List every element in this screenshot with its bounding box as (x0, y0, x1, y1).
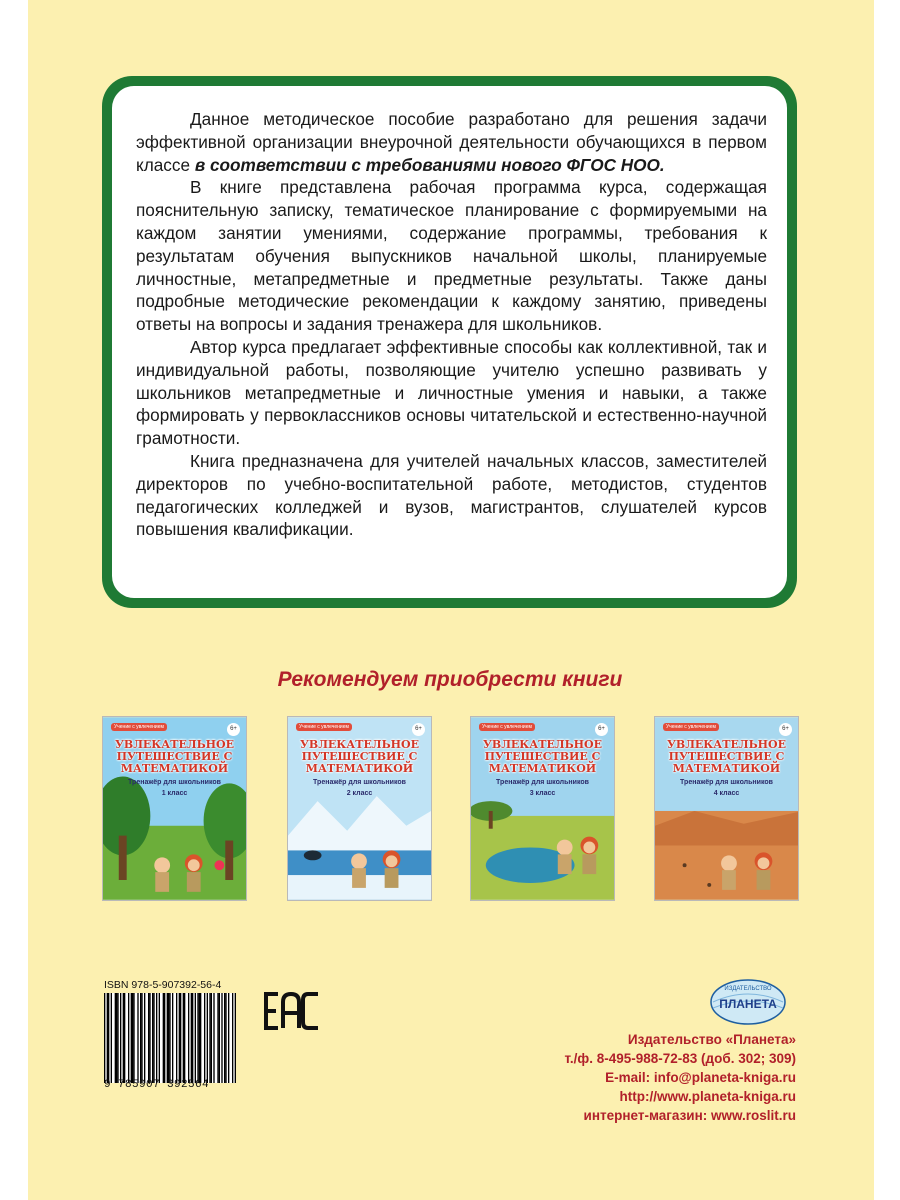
barcode-bar (176, 993, 177, 1083)
barcode-bar (141, 993, 142, 1083)
fgos-emphasis: в соответствии с требованиями нового ФГОС НОО. (194, 154, 665, 175)
book-cover-grade-2[interactable] (287, 716, 432, 901)
barcode-bar (224, 993, 225, 1083)
barcode-bar (132, 993, 133, 1083)
book-title: УВЛЕКАТЕЛЬНОЕ ПУТЕШЕСТВИЕ С МАТЕМАТИКОЙ (482, 738, 603, 775)
series-label: Учение с увлечением (111, 723, 167, 731)
barcode-bar (104, 993, 105, 1083)
book-grade: 4 класс (713, 790, 740, 797)
barcode-bar (149, 993, 150, 1083)
logo-top-text: ИЗДАТЕЛЬСТВО (724, 986, 772, 992)
barcode-bar (228, 993, 229, 1083)
barcode-bar (197, 993, 198, 1083)
barcode-bar (209, 993, 210, 1083)
planeta-logo-icon (707, 976, 789, 1026)
book-subtitle: Тренажёр для школьников (313, 779, 406, 786)
barcode-bar (156, 993, 157, 1083)
description-paragraph-2: В книге представлена рабочая программа курса, содержащая пояснительную записку, тематическое планирование с формируемыми на каждом занятии умениями, содержание программы, требования к результатам обучения выпускников начальной школы, планируемые личностные, метапредметные и предметные результаты. Также даны подробные методические рекомендации к каждому занятию, приведены ответы на вопросы и задания тренажера для школьников. (136, 177, 767, 335)
barcode-bar (168, 993, 169, 1083)
description-box (112, 86, 787, 598)
barcode-bar (219, 993, 220, 1083)
logo-name-text: ПЛАНЕТА (719, 997, 777, 1011)
barcode-bar (192, 993, 193, 1083)
barcode-bar (117, 993, 118, 1083)
book-grade: 3 класс (529, 790, 556, 797)
barcode-bar (140, 993, 141, 1083)
age-badge: 6+ (227, 723, 240, 736)
barcode-bar (211, 993, 212, 1083)
book-title: УВЛЕКАТЕЛЬНОЕ ПУТЕШЕСТВИЕ С МАТЕМАТИКОЙ (114, 738, 235, 775)
barcode-bar (137, 993, 138, 1083)
barcode-bar (213, 993, 214, 1083)
barcode-bar (180, 993, 181, 1083)
barcode-bar (144, 993, 145, 1083)
barcode-bar (217, 993, 218, 1083)
description-paragraph-3: Автор курса предлагает эффективные способы как коллективной, так и индивидуальной работы, позволяющие учителю успешно развивать у школьников метапредметные и личностные умения и навыки, а также формировать у первоклассников основы читательской и естественно-научной грамотности. (136, 336, 767, 449)
isbn-digits: 9 785907 392564 (104, 1079, 210, 1091)
barcode-bar (188, 993, 189, 1083)
barcode-bar (200, 993, 201, 1083)
publisher-shop[interactable]: интернет-магазин: www.roslit.ru (583, 1108, 796, 1123)
barcode-bar (108, 993, 109, 1083)
barcode-bar (199, 993, 200, 1083)
publisher-name: Издательство «Планета» (627, 1032, 796, 1047)
barcode-bar (116, 993, 117, 1083)
book-subtitle: Тренажёр для школьников (128, 779, 221, 786)
barcode-bar (169, 993, 170, 1083)
barcode-bar (204, 993, 205, 1083)
barcode-bar (123, 993, 124, 1083)
age-badge: 6+ (412, 723, 425, 736)
barcode-bar (163, 993, 164, 1083)
barcode-bar (153, 993, 154, 1083)
barcode-bar (164, 993, 165, 1083)
description-frame (102, 76, 797, 608)
description-paragraph-4: Книга предназначена для учителей начальных классов, заместителей директоров по учебно-воспитательной работе, методистов, студентов педагогических колледжей и вузов, магистрантов, слушателей курсов повышения квалификации. (136, 450, 767, 540)
book-title: УВЛЕКАТЕЛЬНОЕ ПУТЕШЕСТВИЕ С МАТЕМАТИКОЙ (666, 738, 787, 775)
publisher-email[interactable]: E-mail: info@planeta-kniga.ru (605, 1070, 796, 1085)
book-cover-grade-1[interactable] (102, 716, 247, 901)
recommend-heading: Рекомендуем приобрести книги (277, 668, 623, 691)
age-badge: 6+ (595, 723, 608, 736)
publisher-site[interactable]: http://www.planeta-kniga.ru (619, 1089, 796, 1104)
barcode-bar (131, 993, 132, 1083)
barcode-bar (124, 993, 125, 1083)
barcode-bar (111, 993, 112, 1083)
barcode-bar (115, 993, 116, 1083)
barcode-bar (207, 993, 208, 1083)
barcode-bar (107, 993, 108, 1083)
publisher-phone: т./ф. 8-495-988-72-83 (доб. 302; 309) (564, 1051, 796, 1066)
age-badge: 6+ (779, 723, 792, 736)
series-label: Учение с увлечением (479, 723, 535, 731)
barcode-bar (167, 993, 168, 1083)
barcode-bar (195, 993, 196, 1083)
barcode-bar (232, 993, 233, 1083)
book-cover-grade-3[interactable] (470, 716, 615, 901)
barcode-bar (235, 993, 236, 1083)
barcode-bar (120, 993, 121, 1083)
barcode-bar (184, 993, 185, 1083)
barcode-bar (191, 993, 192, 1083)
description-paragraph-1: Данное методическое пособие разработано для решения задачи эффективной организации внеурочной деятельности обучающихся в первом классе в соответствии с требованиями нового ФГОС НОО. (136, 109, 767, 175)
publisher-info (564, 1030, 796, 1125)
series-label: Учение с увлечением (663, 723, 719, 731)
isbn-label: ISBN 978-5-907392-56-4 (104, 979, 222, 991)
barcode-bar (225, 993, 226, 1083)
barcode-bar (183, 993, 184, 1083)
barcode-bar (148, 993, 149, 1083)
barcode-bar (179, 993, 180, 1083)
book-grade: 1 класс (161, 790, 188, 797)
barcode-bar (221, 993, 222, 1083)
barcode-icon (104, 993, 236, 1083)
series-label: Учение с увлечением (296, 723, 352, 731)
book-cover-grade-4[interactable] (654, 716, 799, 901)
book-grade: 2 класс (346, 790, 373, 797)
barcode-bar (172, 993, 173, 1083)
eac-mark-icon (262, 990, 320, 1032)
book-title: УВЛЕКАТЕЛЬНОЕ ПУТЕШЕСТВИЕ С МАТЕМАТИКОЙ (299, 738, 420, 775)
barcode-bar (152, 993, 153, 1083)
barcode-bar (159, 993, 160, 1083)
barcode-bar (128, 993, 129, 1083)
book-subtitle: Тренажёр для школьников (680, 779, 773, 786)
barcode-bar (133, 993, 134, 1083)
book-subtitle: Тренажёр для школьников (496, 779, 589, 786)
